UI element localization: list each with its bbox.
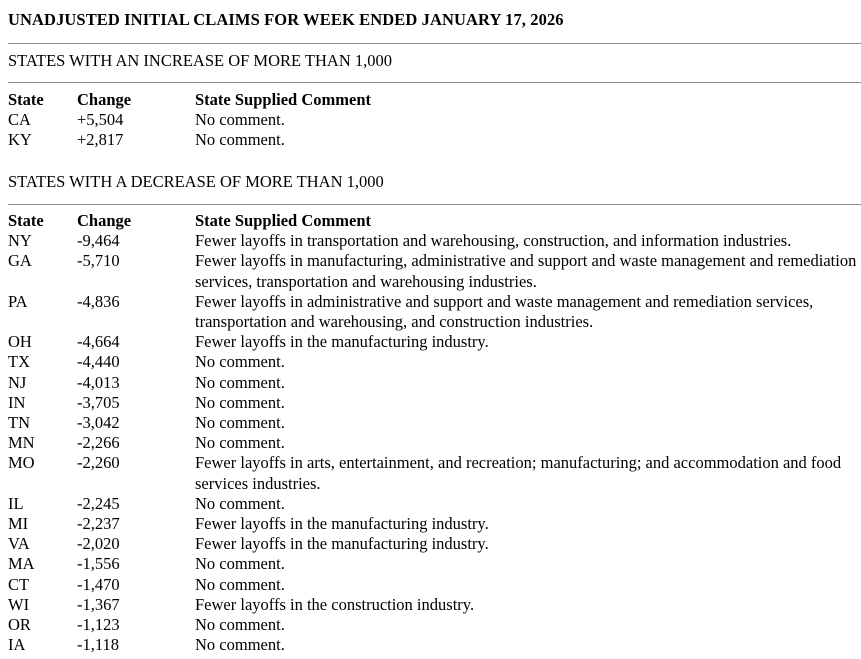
comment-cell: No comment. <box>195 493 285 513</box>
change-cell: -3,705 <box>77 392 120 412</box>
state-cell: MO <box>8 453 35 473</box>
change-cell: -2,260 <box>77 453 120 473</box>
divider <box>8 204 861 205</box>
table-row <box>8 110 861 130</box>
comment-cell: No comment. <box>195 635 285 655</box>
table-row <box>8 413 861 433</box>
column-header-state: State <box>8 211 44 230</box>
table-row <box>8 393 861 413</box>
state-cell: IL <box>8 493 24 513</box>
comment-cell: Fewer layoffs in the manufacturing industry. <box>195 514 489 534</box>
change-cell: -1,556 <box>77 554 120 574</box>
comment-cell: No comment. <box>195 554 285 574</box>
change-cell: -2,020 <box>77 534 120 554</box>
change-cell: +2,817 <box>77 130 124 150</box>
comment-cell: Fewer layoffs in administrative and support and waste management and remediation services, transportation and warehousing, and construction industries. <box>195 291 814 332</box>
change-cell: -3,042 <box>77 413 120 433</box>
comment-cell: No comment. <box>195 110 285 130</box>
state-cell: GA <box>8 251 32 271</box>
divider <box>8 43 861 44</box>
comment-cell: No comment. <box>195 433 285 453</box>
divider <box>8 82 861 83</box>
state-cell: TX <box>8 352 30 372</box>
column-header-change: Change <box>77 90 132 109</box>
comment-cell: No comment. <box>195 130 285 150</box>
change-cell: +5,504 <box>77 110 124 130</box>
table-row <box>8 231 861 251</box>
column-header-comment: State Supplied Comment <box>195 90 372 109</box>
state-cell: TN <box>8 413 30 433</box>
change-cell: -1,123 <box>77 615 120 635</box>
column-header-change: Change <box>77 211 132 230</box>
comment-cell: No comment. <box>195 615 285 635</box>
table-row <box>8 453 861 493</box>
comment-cell: No comment. <box>195 372 285 392</box>
change-cell: -2,266 <box>77 433 120 453</box>
table-row <box>8 575 861 595</box>
page-title: UNADJUSTED INITIAL CLAIMS FOR WEEK ENDED JANUARY 17, 2026 <box>8 10 564 29</box>
state-cell: IN <box>8 392 26 412</box>
state-cell: VA <box>8 534 30 554</box>
change-cell: -4,013 <box>77 372 120 392</box>
column-header-comment: State Supplied Comment <box>195 211 372 230</box>
change-cell: -1,367 <box>77 594 120 614</box>
state-cell: MN <box>8 433 35 453</box>
comment-cell: Fewer layoffs in arts, entertainment, and recreation; manufacturing; and accommodation and food services industries. <box>195 453 842 493</box>
table-row <box>8 332 861 352</box>
state-cell: OH <box>8 332 32 352</box>
comment-cell: Fewer layoffs in the manufacturing industry. <box>195 332 489 352</box>
change-cell: -5,710 <box>77 251 120 271</box>
change-cell: -4,440 <box>77 352 120 372</box>
state-cell: NJ <box>8 372 27 392</box>
table-row <box>8 352 861 372</box>
state-cell: CT <box>8 574 30 594</box>
state-cell: MI <box>8 514 29 534</box>
table-row <box>8 251 861 291</box>
decrease-table <box>8 211 861 655</box>
comment-cell: No comment. <box>195 392 285 412</box>
state-cell: CA <box>8 110 31 130</box>
table-row <box>8 494 861 514</box>
decrease-section-title: STATES WITH A DECREASE OF MORE THAN 1,000 <box>8 172 384 191</box>
table-row <box>8 514 861 534</box>
table-header-row <box>8 90 861 110</box>
increase-table <box>8 90 861 151</box>
comment-cell: Fewer layoffs in the manufacturing industry. <box>195 534 489 554</box>
comment-cell: No comment. <box>195 413 285 433</box>
state-cell: NY <box>8 231 32 251</box>
comment-cell: No comment. <box>195 574 285 594</box>
comment-cell: Fewer layoffs in transportation and warehousing, construction, and information industries. <box>195 231 792 251</box>
comment-cell: Fewer layoffs in the construction industry. <box>195 594 475 614</box>
change-cell: -4,836 <box>77 291 120 311</box>
table-row <box>8 554 861 574</box>
change-cell: -2,237 <box>77 514 120 534</box>
table-header-row <box>8 211 861 231</box>
increase-section-title: STATES WITH AN INCREASE OF MORE THAN 1,000 <box>8 51 393 70</box>
table-row <box>8 615 861 635</box>
state-cell: WI <box>8 594 30 614</box>
state-cell: OR <box>8 615 31 635</box>
state-cell: MA <box>8 554 35 574</box>
change-cell: -1,470 <box>77 574 120 594</box>
table-row <box>8 292 861 332</box>
column-header-state: State <box>8 90 44 109</box>
table-row <box>8 635 861 655</box>
comment-cell: No comment. <box>195 352 285 372</box>
state-cell: PA <box>8 291 28 311</box>
table-row <box>8 534 861 554</box>
table-row <box>8 373 861 393</box>
change-cell: -9,464 <box>77 231 120 251</box>
table-row <box>8 433 861 453</box>
change-cell: -2,245 <box>77 493 120 513</box>
comment-cell: Fewer layoffs in manufacturing, administrative and support and waste management and remediation services, transportation and warehousing industries. <box>195 251 857 291</box>
change-cell: -1,118 <box>77 635 120 655</box>
state-cell: KY <box>8 130 32 150</box>
table-row <box>8 595 861 615</box>
change-cell: -4,664 <box>77 332 120 352</box>
table-row <box>8 130 861 150</box>
state-cell: IA <box>8 635 26 655</box>
